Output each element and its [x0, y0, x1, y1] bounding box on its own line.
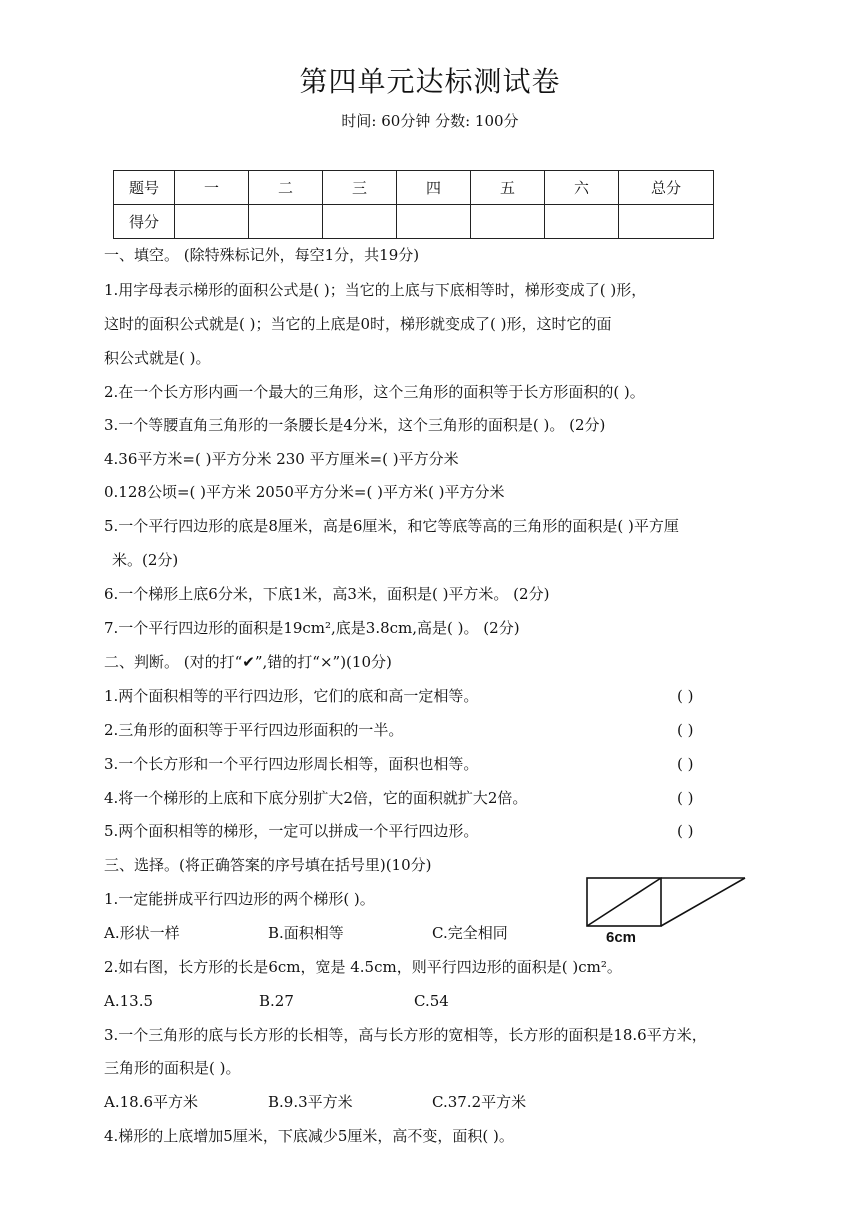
question-text: 三角形的面积是( )。 — [104, 1059, 241, 1077]
question-text: 3.一个等腰直角三角形的一条腰长是4分米，这个三角形的面积是( )。 (2分) — [104, 416, 606, 434]
judgement-item: 5.两个面积相等的梯形，一定可以拼成一个平行四边形。 — [104, 822, 479, 840]
question-text: 积公式就是( )。 — [104, 349, 211, 367]
question-text: 7.一个平行四边形的面积是19cm²,底是3.8cm,高是( )。 (2分) — [104, 619, 520, 637]
score-cell[interactable] — [545, 205, 619, 239]
judgement-item: 4.将一个梯形的上底和下底分别扩大2倍，它的面积就扩大2倍。 — [104, 789, 528, 807]
table-cell: 四 — [397, 171, 471, 205]
question-text: 3.一个三角形的底与长方形的长相等，高与长方形的宽相等，长方形的面积是18.6平方米， — [104, 1026, 707, 1044]
answer-parentheses[interactable]: ( ) — [677, 687, 694, 705]
option-b[interactable]: B.面积相等 — [268, 924, 344, 942]
score-cell[interactable] — [323, 205, 397, 239]
figure-diagonal — [587, 878, 661, 926]
table-cell: 二 — [249, 171, 323, 205]
exam-info: 时间: 60分钟 分数: 100分 — [341, 112, 519, 130]
question-text: 1.一定能拼成平行四边形的两个梯形( )。 — [104, 890, 375, 908]
judgement-item: 1.两个面积相等的平行四边形，它们的底和高一定相等。 — [104, 687, 479, 705]
answer-parentheses[interactable]: ( ) — [677, 822, 694, 840]
score-table — [113, 170, 714, 239]
question-text: 0.128公顷=( )平方米 2050平方分米=( )平方米( )平方分米 — [104, 483, 505, 501]
table-cell: 三 — [323, 171, 397, 205]
question-text: 6.一个梯形上底6分米，下底1米，高3米，面积是( )平方米。 (2分) — [104, 585, 550, 603]
score-cell[interactable] — [471, 205, 545, 239]
figure-label: 6cm — [606, 929, 637, 944]
answer-parentheses[interactable]: ( ) — [677, 721, 694, 739]
judgement-item: 2.三角形的面积等于平行四边形面积的一半。 — [104, 721, 404, 739]
option-c[interactable]: C.37.2平方米 — [432, 1093, 527, 1111]
answer-parentheses[interactable]: ( ) — [677, 755, 694, 773]
page-title: 第四单元达标测试卷 — [299, 65, 561, 98]
table-cell: 题号 — [114, 171, 175, 205]
judgement-item: 3.一个长方形和一个平行四边形周长相等，面积也相等。 — [104, 755, 479, 773]
score-cell[interactable] — [397, 205, 471, 239]
table-cell: 得分 — [114, 205, 175, 239]
score-cell[interactable] — [249, 205, 323, 239]
option-a[interactable]: A.18.6平方米 — [104, 1093, 198, 1111]
option-b[interactable]: B.27 — [259, 992, 294, 1010]
table-cell: 六 — [545, 171, 619, 205]
option-a[interactable]: A.13.5 — [104, 992, 153, 1010]
question-text: 2.如右图，长方形的长是6cm，宽是 4.5cm，则平行四边形的面积是( )cm²。 — [104, 958, 622, 976]
table-row — [114, 171, 714, 205]
question-text: 4.梯形的上底增加5厘米，下底减少5厘米，高不变，面积( )。 — [104, 1127, 514, 1145]
score-cell[interactable] — [619, 205, 714, 239]
section-heading: 三、选择。(将正确答案的序号填在括号里)(10分) — [104, 856, 432, 874]
table-cell: 一 — [175, 171, 249, 205]
option-a[interactable]: A.形状一样 — [104, 924, 180, 942]
option-c[interactable]: C.完全相同 — [432, 924, 508, 942]
figure-slant-edge — [661, 878, 745, 926]
question-text: 2.在一个长方形内画一个最大的三角形，这个三角形的面积等于长方形面积的( )。 — [104, 383, 645, 401]
question-text: 5.一个平行四边形的底是8厘米，高是6厘米，和它等底等高的三角形的面积是( )平方厘 — [104, 517, 679, 535]
question-text: 米。(2分) — [112, 551, 179, 569]
score-cell[interactable] — [175, 205, 249, 239]
table-cell: 五 — [471, 171, 545, 205]
parallelogram-in-rectangle-figure — [584, 872, 750, 944]
table-row — [114, 205, 714, 239]
question-text: 1.用字母表示梯形的面积公式是( )；当它的上底与下底相等时，梯形变成了( )形， — [104, 281, 647, 299]
option-b[interactable]: B.9.3平方米 — [268, 1093, 353, 1111]
answer-parentheses[interactable]: ( ) — [677, 789, 694, 807]
table-cell: 总分 — [619, 171, 714, 205]
section-heading: 二、判断。 (对的打“✔”,错的打“×”)(10分) — [104, 653, 392, 671]
question-text: 这时的面积公式就是( )；当它的上底是0时，梯形就变成了( )形，这时它的面 — [104, 315, 612, 333]
option-c[interactable]: C.54 — [414, 992, 449, 1010]
question-text: 4.36平方米=( )平方分米 230 平方厘米=( )平方分米 — [104, 450, 459, 468]
section-heading: 一、填空。 (除特殊标记外，每空1分，共19分) — [104, 246, 420, 264]
